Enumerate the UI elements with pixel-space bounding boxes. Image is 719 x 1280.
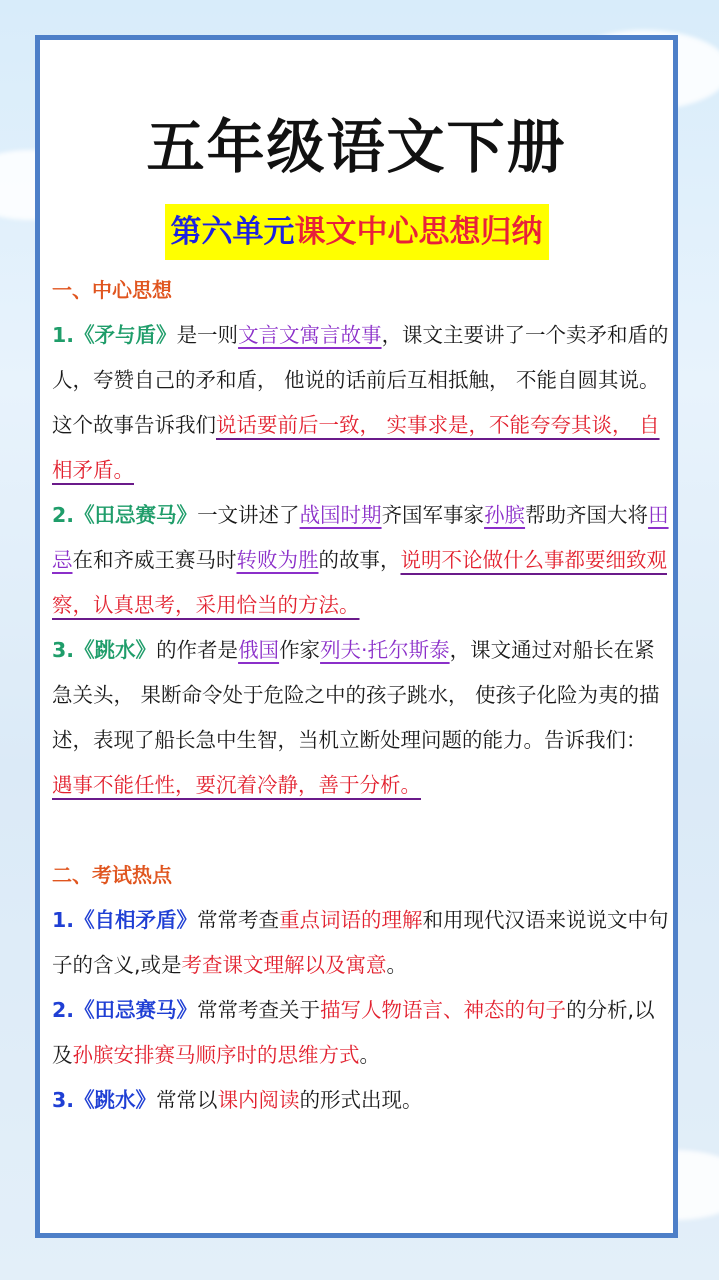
item-text: ，课文主要讲了一个卖矛和盾的人，夸赞自己的矛和盾， 他说的话前后互相抵触， 不能自圆其说。这个故事告诉我们 bbox=[52, 323, 669, 437]
exam-keypoint: 重点词语的理解 bbox=[279, 908, 423, 932]
item-text: 的故事， bbox=[318, 548, 401, 572]
item-number: 1. bbox=[52, 323, 75, 347]
item-number: 3. bbox=[52, 638, 75, 662]
item-text: 齐国军事家 bbox=[381, 503, 485, 527]
item-text: 在和齐威王赛马时 bbox=[72, 548, 237, 572]
key-lesson: 遇事不能任性，要沉着冷静，善于分析。 bbox=[52, 773, 421, 797]
section-spacer bbox=[52, 808, 672, 853]
section-heading-exam-focus: 二、考试热点 bbox=[52, 863, 172, 887]
item-number: 3. bbox=[52, 1088, 75, 1112]
keyword-underlined: 俄国 bbox=[238, 638, 280, 662]
item-text: 的形式出现。 bbox=[299, 1088, 423, 1112]
keyword-underlined: 转败为胜 bbox=[236, 548, 319, 572]
subtitle-highlight bbox=[165, 204, 549, 260]
book-title: 《跳水》 bbox=[74, 638, 157, 662]
keyword-underlined: 文言文寓言故事 bbox=[238, 323, 382, 347]
central-idea-item-2 bbox=[52, 493, 672, 628]
book-title: 《矛与盾》 bbox=[74, 323, 177, 347]
book-title: 《跳水》 bbox=[74, 1088, 157, 1112]
item-text: 是一则 bbox=[176, 323, 239, 347]
keyword-underlined: 孙膑 bbox=[484, 503, 526, 527]
item-text: 帮助齐国大将 bbox=[525, 503, 649, 527]
item-text: 。 bbox=[386, 953, 408, 977]
exam-keypoint: 课内阅读 bbox=[217, 1088, 300, 1112]
subtitle-topic: 课文中心思想归纳 bbox=[294, 214, 543, 250]
exam-keypoint: 孙膑安排赛马顺序时的思维方式 bbox=[72, 1043, 360, 1067]
exam-focus-item-1 bbox=[52, 898, 672, 988]
exam-keypoint: 考查课文理解以及寓意 bbox=[181, 953, 387, 977]
item-number: 1. bbox=[52, 908, 75, 932]
exam-focus-item-2 bbox=[52, 988, 672, 1078]
item-text: 。 bbox=[359, 1043, 380, 1067]
item-text: 常常以 bbox=[156, 1088, 218, 1112]
main-content bbox=[52, 268, 672, 1123]
item-text: 一文讲述了 bbox=[197, 503, 300, 527]
item-text: 的分析,以及 bbox=[52, 998, 655, 1067]
subtitle-unit: 第六单元 bbox=[170, 214, 295, 250]
item-text: 和用现代汉语来说说文中句子的含义,或是 bbox=[52, 908, 669, 977]
page-title: 五年级语文下册 bbox=[146, 113, 567, 181]
item-number: 2. bbox=[52, 503, 75, 527]
section-heading-central-idea: 一、中心思想 bbox=[52, 278, 172, 302]
keyword-underlined: 战国时期 bbox=[299, 503, 382, 527]
key-lesson: 说话要前后一致， 实事求是，不能夸夸其谈， 自相矛盾。 bbox=[52, 413, 660, 482]
central-idea-item-3 bbox=[52, 628, 672, 808]
exam-focus-item-3 bbox=[52, 1078, 672, 1123]
central-idea-item-1 bbox=[52, 313, 672, 493]
item-text: ，课文通过对船长在紧急关头， 果断命令处于危险之中的孩子跳水， 使孩子化险为夷的描述，表现了船长急中生智，当机立断处理问题的能力。告诉我们： bbox=[52, 638, 660, 752]
book-title: 《田忌赛马》 bbox=[74, 998, 198, 1022]
item-text: 常常考查 bbox=[197, 908, 280, 932]
item-text: 的作者是 bbox=[156, 638, 239, 662]
item-text: 常常考查关于 bbox=[197, 998, 321, 1022]
keyword-underlined: 列夫·托尔斯泰 bbox=[320, 638, 450, 662]
subtitle-container bbox=[40, 204, 673, 260]
key-lesson: 说明不论做什么事都要细致观察，认真思考，采用恰当的方法。 bbox=[52, 548, 667, 617]
item-number: 2. bbox=[52, 998, 75, 1022]
book-title: 《田忌赛马》 bbox=[74, 503, 198, 527]
keyword-underlined: 田忌 bbox=[52, 503, 669, 572]
item-text: 作家 bbox=[279, 638, 321, 662]
book-title: 《自相矛盾》 bbox=[74, 908, 198, 932]
exam-keypoint: 描写人物语言、神态的句子 bbox=[320, 998, 567, 1022]
